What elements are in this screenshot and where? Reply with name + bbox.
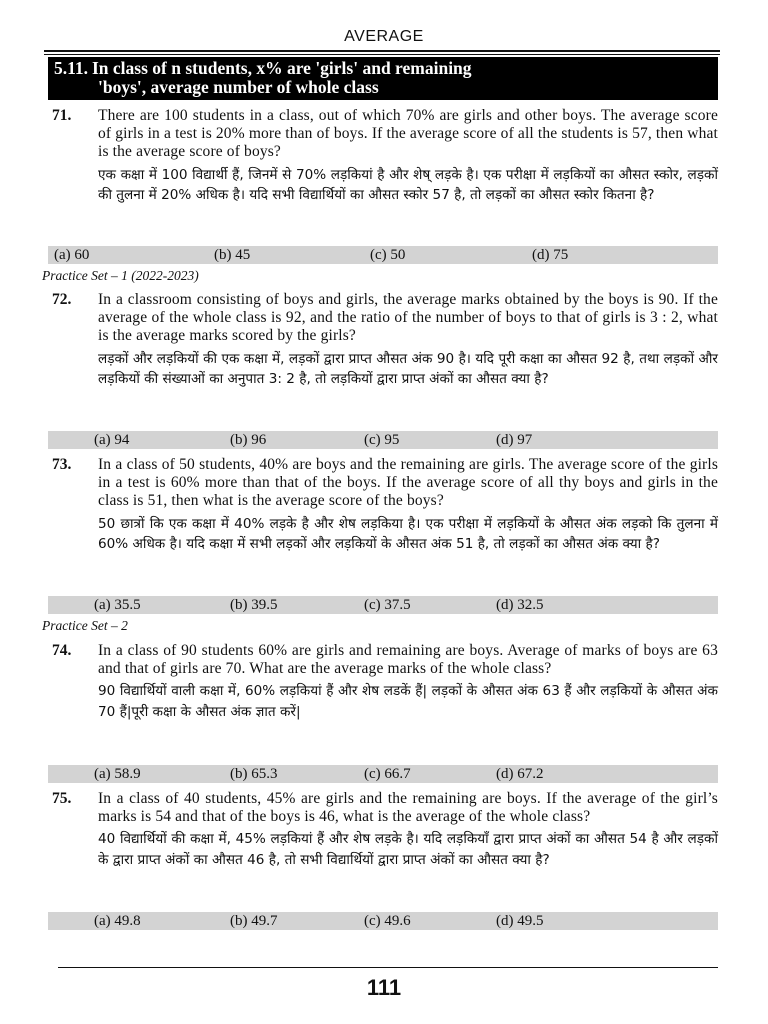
question-text-english: There are 100 students in a class, out of which 70% are girls and other boys. The average score of girls in a test is 20% more than of boys. If the average score of all the students is 57, then what is the average score of boys?	[98, 107, 718, 161]
practice-set-label: Practice Set – 1 (2022-2023)	[42, 268, 199, 283]
section-number: 5.11.	[54, 58, 89, 78]
question-74	[48, 642, 718, 722]
option-c: (c) 49.6	[364, 913, 411, 929]
question-text-english: In a classroom consisting of boys and girls, the average marks obtained by the boys is 90. If the average of the whole class is 92, and the ratio of the number of boys to that of girls is 3 : 2, what is the average marks scored by the girls?	[98, 291, 718, 345]
page-header: AVERAGE	[344, 28, 424, 45]
header-rule-thin	[44, 54, 720, 55]
question-72	[48, 291, 718, 390]
option-d: (d) 75	[532, 247, 569, 263]
question-text-hindi: 90 विद्यार्थियों वाली कक्षा में, 60% लड़कियां हैं और शेष लडकें हैं| लड़कों के औसत अंक 63 हैं और लड़कियों के औसत अंक 70 हैं|पूरी कक्षा के औसत अंक ज्ञात करें|	[98, 683, 718, 720]
option-b: (b) 45	[214, 247, 251, 263]
question-text-hindi: 40 विद्यार्थियों की कक्षा में, 45% लड़कियां हैं और शेष लड़के है। यदि लड़कियाँ द्वारा प्राप्त अंकों का औसत 54 है और लड़कों के द्वारा प्राप्त अंकों का औसत 46 है, तो सभी विद्यार्थियों द्वारा प्राप्त अंकों का औसत क्या है?	[98, 831, 719, 868]
options-71	[48, 246, 718, 264]
options-75	[48, 912, 718, 930]
options-73	[48, 596, 718, 614]
option-b: (b) 65.3	[230, 766, 278, 782]
option-d: (d) 67.2	[496, 766, 544, 782]
option-d: (d) 49.5	[496, 913, 544, 929]
footer-rule	[58, 967, 718, 968]
question-number: 75.	[52, 790, 72, 807]
page-number: 111	[366, 975, 402, 1000]
options-74	[48, 765, 718, 783]
question-text-hindi: लड़कों और लड़कियों की एक कक्षा में, लड़कों द्वारा प्राप्त औसत अंक 90 है। यदि पूरी कक्षा का औसत 92 है, तथा लड़कों और लड़कियों की संख्याओं का अनुपात 3: 2 है, तो लड़कियों द्वारा प्राप्त अंकों का औसत क्या है?	[98, 350, 718, 388]
option-c: (c) 95	[364, 432, 400, 448]
option-b: (b) 39.5	[230, 597, 278, 613]
question-number: 71.	[52, 107, 72, 124]
option-a: (a) 35.5	[94, 597, 141, 613]
option-c: (c) 66.7	[364, 766, 411, 782]
option-c: (c) 50	[370, 247, 406, 263]
section-title-line2: 'boys', average number of whole class	[98, 77, 379, 97]
question-75	[48, 790, 718, 870]
option-a: (a) 60	[54, 247, 90, 263]
question-number: 72.	[52, 291, 72, 308]
options-72	[48, 431, 718, 449]
option-a: (a) 58.9	[94, 766, 141, 782]
header-rule	[44, 50, 720, 52]
question-text-english: In a class of 90 students 60% are girls and remaining are boys. Average of marks of boys are 63 and that of girls are 70. What are the average marks of the whole class?	[98, 642, 718, 678]
option-d: (d) 97	[496, 432, 533, 448]
question-71	[48, 107, 718, 206]
question-number: 73.	[52, 456, 72, 473]
section-banner	[48, 57, 718, 100]
question-text-hindi: एक कक्षा में 100 विद्यार्थी हैं, जिनमें से 70% लड़कियां है और शेष् लड़के है। एक परीक्षा में लड़कियों का औसत स्कोर, लड़कों की तुलना में 20% अधिक है। यदि सभी विद्यार्थियों का औसत स्कोर 57 है, तो लड़कों का औसत स्कोर कितना है?	[98, 166, 718, 204]
option-b: (b) 96	[230, 432, 267, 448]
question-number: 74.	[52, 642, 72, 659]
option-a: (a) 49.8	[94, 913, 141, 929]
question-73	[48, 456, 718, 555]
option-b: (b) 49.7	[230, 913, 278, 929]
section-title-line1: In class of n students, x% are 'girls' and remaining	[92, 58, 472, 78]
option-a: (a) 94	[94, 432, 130, 448]
question-text-english: In a class of 40 students, 45% are girls and the remaining are boys. If the average of the girl’s marks is 54 and that of the boys is 46, what is the average of the whole class?	[98, 790, 718, 826]
question-text-english: In a class of 50 students, 40% are boys and the remaining are girls. The average score of the girls in a test is 60% more than that of the boys. If the average score of all thy boys and girls in the class is 51, then what is the average score of the boys?	[98, 456, 718, 510]
option-d: (d) 32.5	[496, 597, 544, 613]
question-text-hindi: 50 छात्रों कि एक कक्षा में 40% लड़के है और शेष लड़किया है। एक परीक्षा में लड़कियों के औसत अंक लड़को कि तुलना में 60% अधिक है। यदि कक्षा में सभी लड़कों और लड़कियों के औसत अंक 51 है, तो लड़कों का औसत अंक क्या है?	[98, 515, 718, 553]
practice-set-label: Practice Set – 2	[42, 618, 128, 633]
option-c: (c) 37.5	[364, 597, 411, 613]
